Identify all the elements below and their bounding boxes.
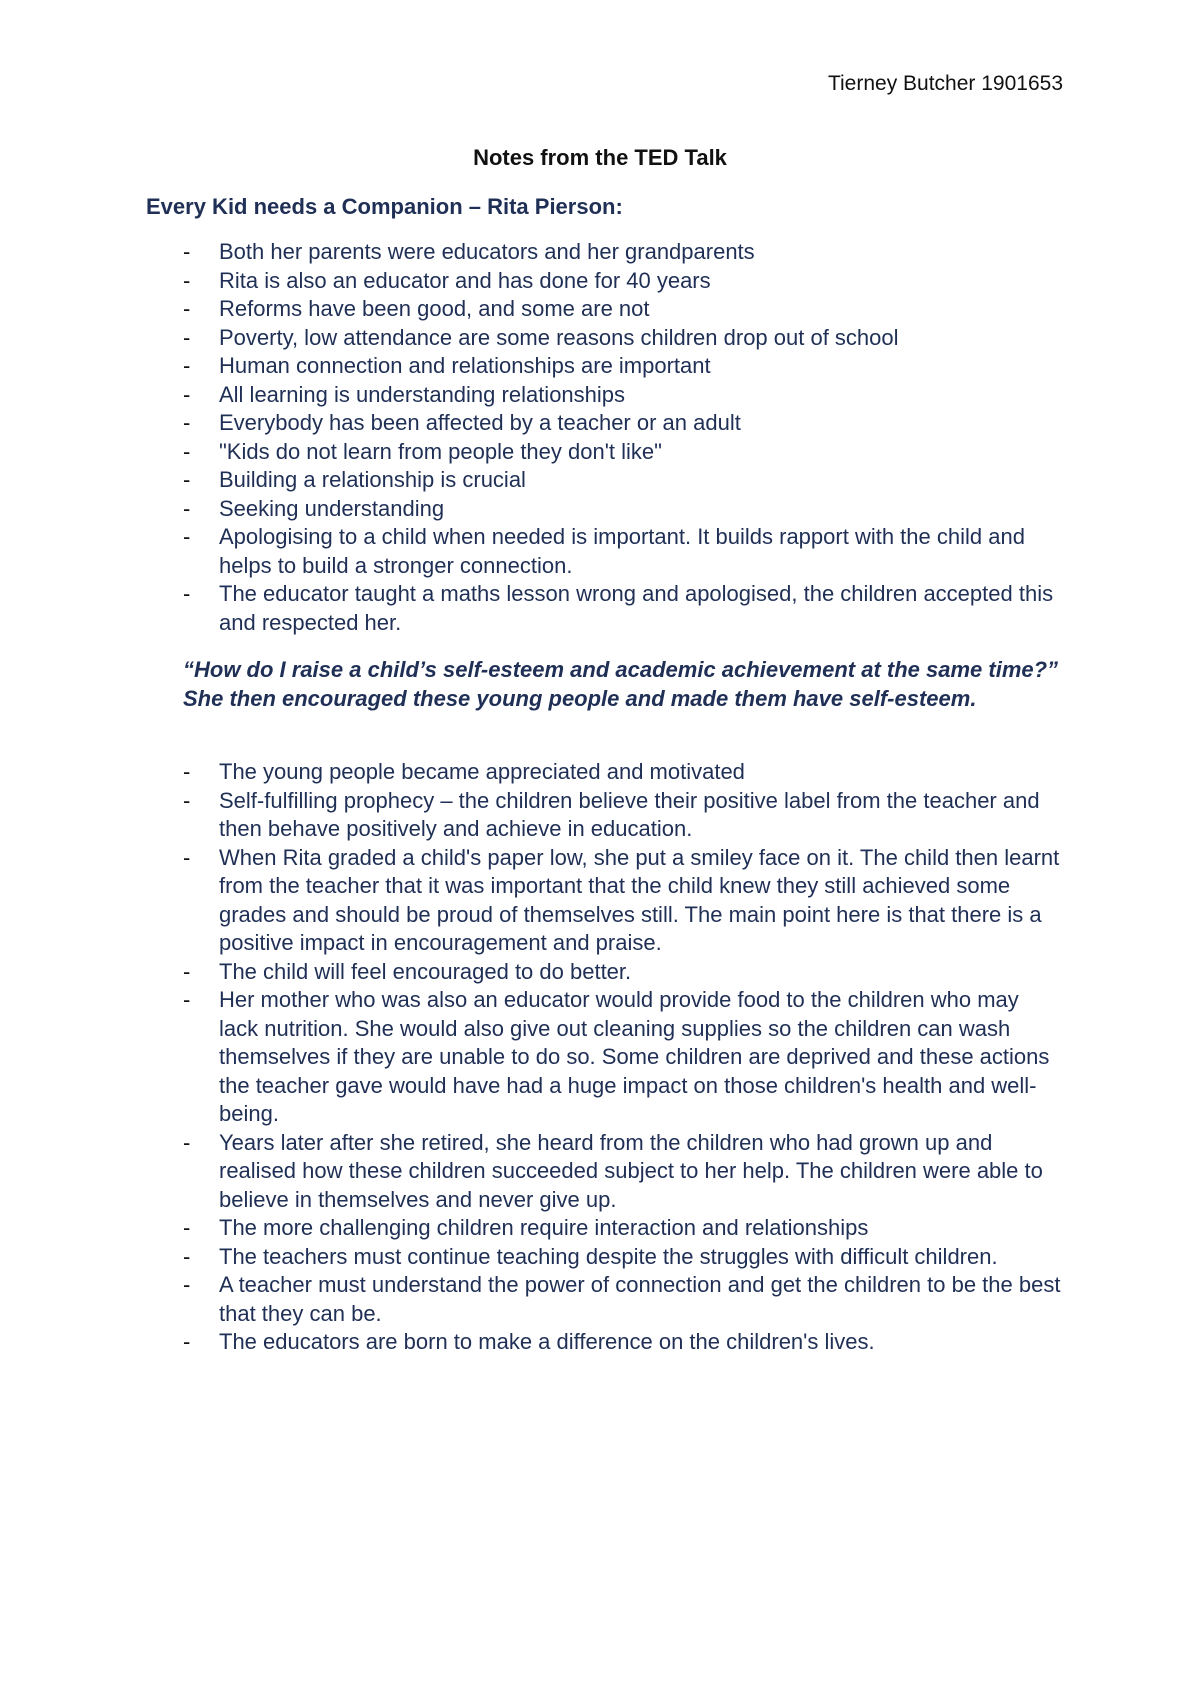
bullet-dash: - <box>183 759 191 784</box>
document-title: Notes from the TED Talk <box>473 145 727 170</box>
bullet-dash: - <box>183 787 191 813</box>
list-item-text: The child will feel encouraged to do better. <box>219 958 632 984</box>
notes-list-one <box>183 238 1063 637</box>
list-item-text: The educator taught a maths lesson wrong and apologised, the children accepted this and respected her. <box>219 581 1054 635</box>
list-item <box>183 295 1063 324</box>
list-item-text: The teachers must continue teaching despite the struggles with difficult children. <box>219 1243 998 1269</box>
list-item-text: A teacher must understand the power of connection and get the children to be the best that they can be. <box>219 1272 1061 1326</box>
bullet-dash: - <box>183 581 191 606</box>
list-item <box>183 523 1063 580</box>
list-item <box>183 844 1063 958</box>
list-item <box>183 495 1063 524</box>
list-item-text: "Kids do not learn from people they don't like" <box>219 438 662 464</box>
bullet-dash: - <box>183 239 191 264</box>
list-item <box>183 580 1063 637</box>
list-item-text: Human connection and relationships are important <box>219 353 711 378</box>
list-item-text: Reforms have been good, and some are not <box>219 296 650 321</box>
list-item <box>183 1129 1063 1215</box>
list-item-text: All learning is understanding relationships <box>219 381 626 407</box>
list-item-text: Rita is also an educator and has done for 40 years <box>219 267 711 293</box>
quote-paragraph: “How do I raise a child’s self-esteem and academic achievement at the same time?” She then encouraged these young people and made them have self-esteem. <box>183 657 1059 711</box>
list-item <box>183 409 1063 438</box>
bullet-dash: - <box>183 381 191 407</box>
list-item-text: The young people became appreciated and motivated <box>219 759 745 784</box>
list-item <box>183 758 1063 787</box>
list-item <box>183 324 1063 353</box>
bullet-dash: - <box>183 524 191 549</box>
list-item-text: Everybody has been affected by a teacher or an adult <box>219 410 741 435</box>
bullet-dash: - <box>183 296 191 321</box>
list-item <box>183 986 1063 1129</box>
list-item-text: Her mother who was also an educator would provide food to the children who may lack nutrition. She would also give out cleaning supplies so the children can wash themselves if they are unable to do so. Some children are deprived and these actions the teacher gave would have had a huge impact on those children's health and well-being. <box>219 987 1050 1126</box>
list-item <box>183 1214 1063 1243</box>
list-item <box>183 438 1063 467</box>
list-item <box>183 1328 1063 1357</box>
bullet-dash: - <box>183 410 191 435</box>
author-header: Tierney Butcher 1901653 <box>827 72 1063 95</box>
bullet-dash: - <box>183 438 191 464</box>
list-item-text: Seeking understanding <box>219 495 445 521</box>
list-item-text: Building a relationship is crucial <box>219 467 526 492</box>
bullet-dash: - <box>183 1129 191 1155</box>
bullet-dash: - <box>183 467 191 492</box>
list-item <box>183 787 1063 844</box>
list-item <box>183 958 1063 987</box>
list-item <box>183 267 1063 296</box>
bullet-dash: - <box>183 1329 191 1354</box>
list-item-text: Apologising to a child when needed is important. It builds rapport with the child and helps to build a stronger connection. <box>219 524 1025 578</box>
list-item-text: Years later after she retired, she heard from the children who had grown up and realised how these children succeeded subject to her help. The children were able to believe in themselves and never give up. <box>219 1129 1043 1212</box>
list-item <box>183 1271 1063 1328</box>
bullet-dash: - <box>183 844 191 870</box>
bullet-dash: - <box>183 495 191 521</box>
list-item-text: Both her parents were educators and her grandparents <box>219 239 755 264</box>
bullet-dash: - <box>183 1215 191 1240</box>
bullet-dash: - <box>183 324 191 350</box>
bullet-dash: - <box>183 267 191 293</box>
list-item <box>183 381 1063 410</box>
bullet-dash: - <box>183 1243 191 1269</box>
bullet-dash: - <box>183 987 191 1012</box>
bullet-dash: - <box>183 1272 191 1297</box>
list-item <box>183 1243 1063 1272</box>
list-item-text: Self-fulfilling prophecy – the children believe their positive label from the teacher and then behave positively and achieve in education. <box>219 787 1040 841</box>
list-item-text: The educators are born to make a difference on the children's lives. <box>219 1329 875 1354</box>
list-item <box>183 352 1063 381</box>
list-item-text: When Rita graded a child's paper low, she put a smiley face on it. The child then learnt from the teacher that it was important that the child knew they still achieved some grades and should be proud of themselves still. The main point here is that there is a positive impact in encouragement and praise. <box>219 844 1060 955</box>
notes-list-two <box>183 758 1063 1357</box>
list-item <box>183 466 1063 495</box>
bullet-dash: - <box>183 958 191 984</box>
section-heading: Every Kid needs a Companion – Rita Pierson: <box>146 194 623 219</box>
bullet-dash: - <box>183 353 191 378</box>
list-item <box>183 238 1063 267</box>
list-item-text: Poverty, low attendance are some reasons children drop out of school <box>219 324 899 350</box>
list-item-text: The more challenging children require interaction and relationships <box>219 1215 869 1240</box>
